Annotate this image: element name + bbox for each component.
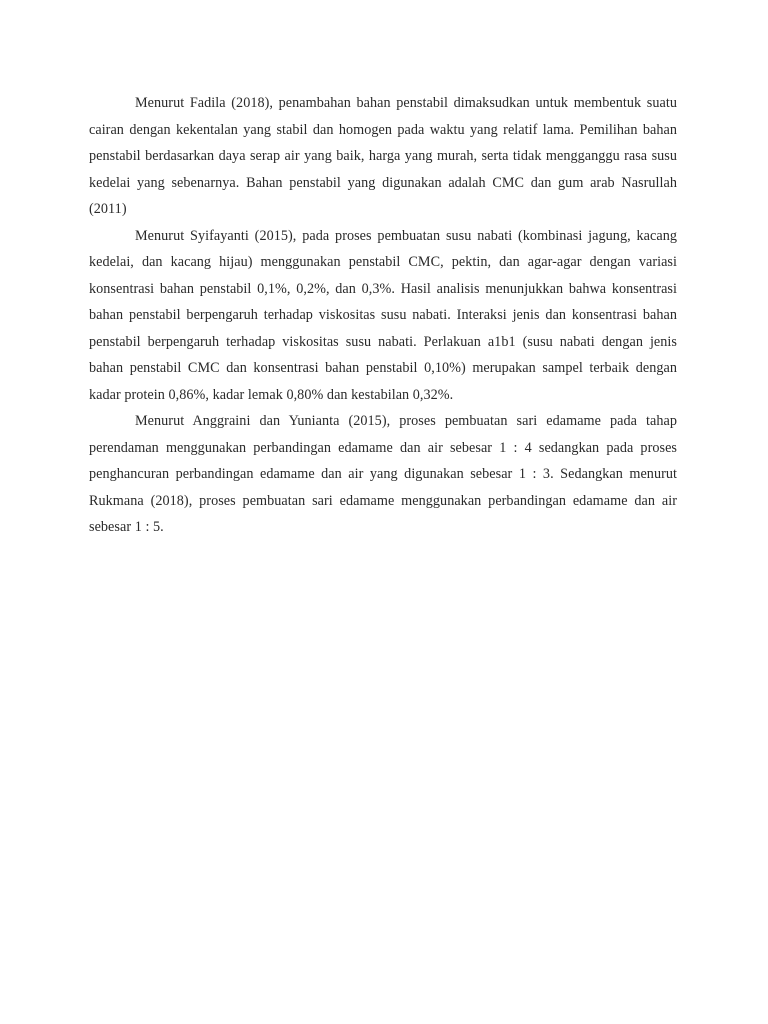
- document-body: [89, 90, 677, 541]
- paragraph-fadila: Menurut Fadila (2018), penambahan bahan penstabil dimaksudkan untuk membentuk suatu cairan dengan kekentalan yang stabil dan homogen pada waktu yang relatif lama. Pemilihan bahan penstabil berdasarkan daya serap air yang baik, harga yang murah, serta tidak mengganggu rasa susu kedelai yang sebenarnya. Bahan penstabil yang digunakan adalah CMC dan gum arab Nasrullah (2011): [89, 95, 677, 217]
- paragraph-syifayanti: Menurut Syifayanti (2015), pada proses pembuatan susu nabati (kombinasi jagung, kacang kedelai, dan kacang hijau) menggunakan penstabil CMC, pektin, dan agar-agar dengan variasi konsentrasi bahan penstabil 0,1%, 0,2%, dan 0,3%. Hasil analisis menunjukkan bahwa konsentrasi bahan penstabil berpengaruh terhadap viskositas susu nabati. Interaksi jenis dan konsentrasi bahan penstabil berpengaruh terhadap viskositas susu nabati. Perlakuan a1b1 (susu nabati dengan jenis bahan penstabil CMC dan konsentrasi bahan penstabil 0,10%) merupakan sampel terbaik dengan kadar protein 0,86%, kadar lemak 0,80% dan kestabilan 0,32%.: [89, 227, 677, 403]
- paragraph-anggraini: Menurut Anggraini dan Yunianta (2015), proses pembuatan sari edamame pada tahap perendaman menggunakan perbandingan edamame dan air sebesar 1 : 4 sedangkan pada proses penghancuran perbandingan edamame dan air yang digunakan sebesar 1 : 3. Sedangkan menurut Rukmana (2018), proses pembuatan sari edamame menggunakan perbandingan edamame dan air sebesar 1 : 5.: [89, 413, 677, 535]
